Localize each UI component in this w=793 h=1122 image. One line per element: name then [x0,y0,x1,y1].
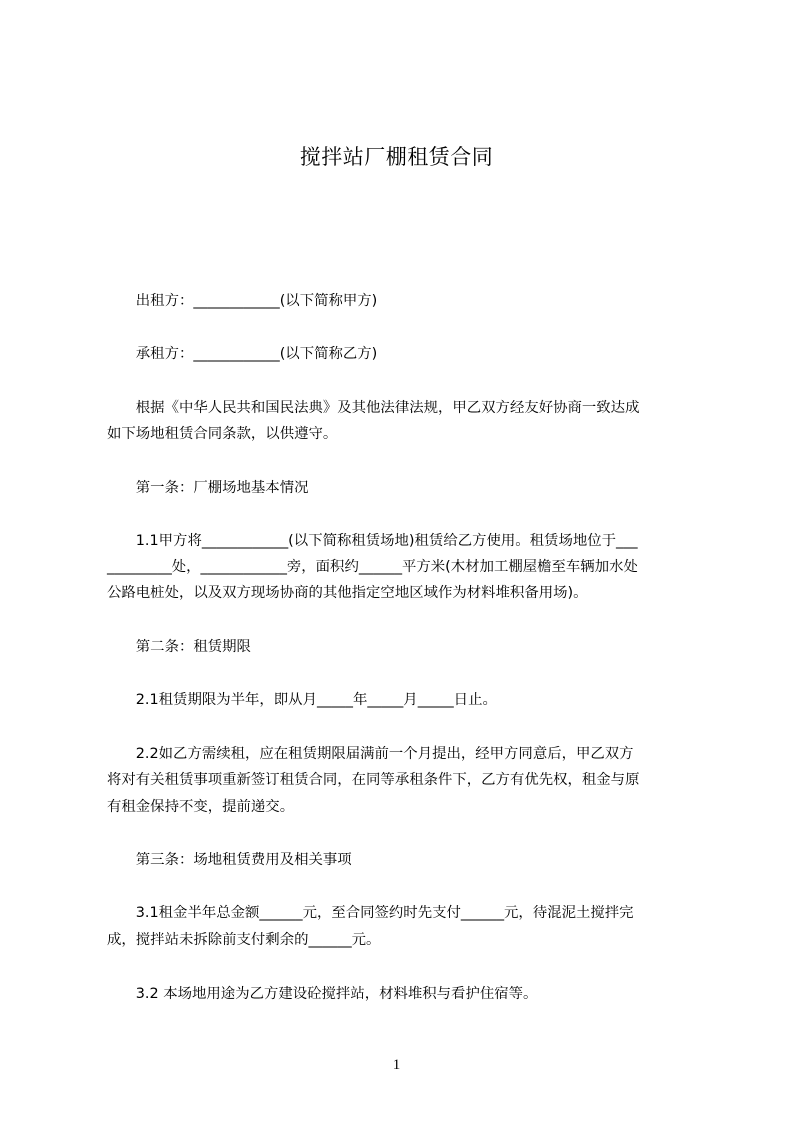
page-number: 1 [392,1057,401,1073]
clause-2-1: 2.1租赁期限为半年，即从月_____年_____月_____日止。 [107,692,497,708]
clause-2-2-line-3: 有租金保持不变，提前递交。 [107,799,295,815]
clause-3-2: 3.2 本场地用途为乙方建设砼搅拌站，材料堆积与看护住宿等。 [107,986,538,1002]
preamble-line-2: 如下场地租赁合同条款，以供遵守。 [107,426,338,442]
article-3-heading: 第三条：场地租赁费用及相关事项 [107,852,352,868]
clause-1-1-line-3: 公路电桩处，以及双方现场协商的其他指定空地区域作为材料堆积备用场)。 [107,585,588,601]
lessee-line: 承租方：____________(以下简称乙方) [107,346,378,362]
article-2-heading: 第二条：租赁期限 [107,639,251,655]
article-1-heading: 第一条：厂棚场地基本情况 [107,480,309,496]
clause-3-1-line-2: 成，搅拌站未拆除前支付剩余的______元。 [107,932,381,948]
document-title: 搅拌站厂棚租赁合同 [299,145,494,169]
clause-3-1-line-1: 3.1租金半年总金额______元，至合同签约时先支付______元，待混泥土搅拌完 [107,905,634,921]
lessor-line: 出租方：____________(以下简称甲方) [107,293,378,309]
clause-2-2-line-1: 2.2如乙方需续租，应在租赁期限届满前一个月提出，经甲方同意后，甲乙双方 [107,746,634,762]
preamble-line-1: 根据《中华人民共和国民法典》及其他法律法规，甲乙双方经友好协商一致达成 [107,400,640,416]
clause-1-1-line-2: _________处，____________旁，面积约______平方米(木材加工棚屋檐至车辆加水处 [107,559,638,575]
clause-1-1-line-1: 1.1甲方将____________(以下简称租赁场地)租赁给乙方使用。租赁场地位于___ [107,533,638,549]
clause-2-2-line-2: 将对有关租赁事项重新签订租赁合同，在同等承租条件下，乙方有优先权，租金与原 [107,772,640,788]
